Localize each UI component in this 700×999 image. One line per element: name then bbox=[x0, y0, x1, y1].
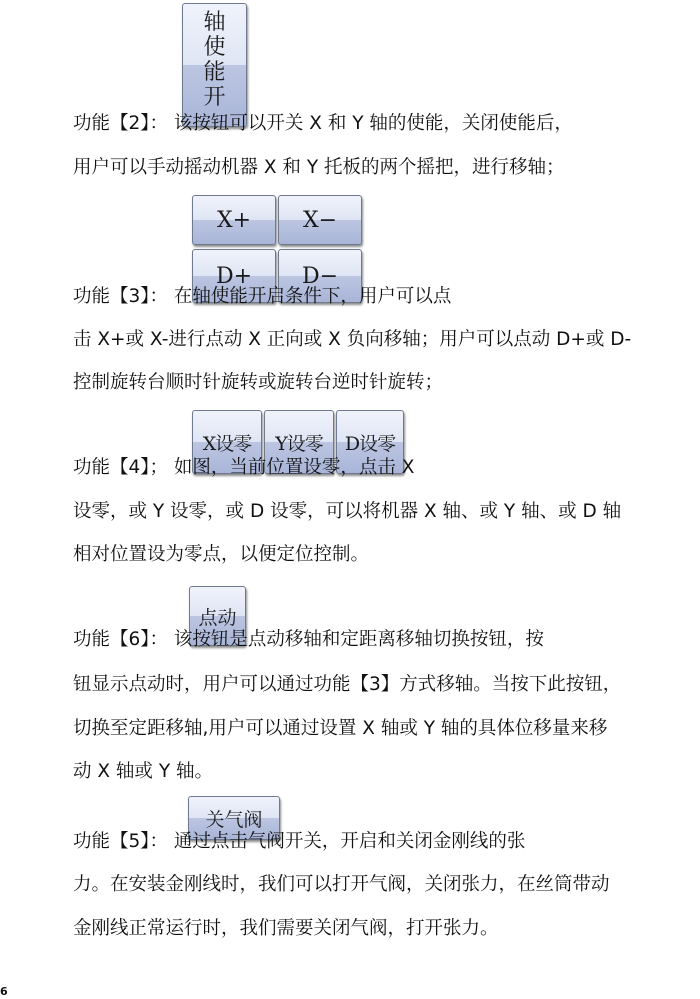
text-line: 金刚线正常运行时，我们需要关闭气阀，打开张力。 bbox=[73, 918, 499, 939]
d-zero-button: D设零 bbox=[336, 410, 404, 474]
text-line: 功能【6】： 该按钮是点动移轴和定距离移轴切换按钮，按 bbox=[73, 629, 544, 650]
axis-enable-char: 能 bbox=[203, 60, 226, 85]
axis-enable-button bbox=[182, 3, 247, 127]
text-line: 力。在安装金刚线时，我们可以打开气阀，关闭张力，在丝筒带动 bbox=[73, 874, 610, 895]
text-line: 设零，或 Y 设零，或 D 设零，可以将机器 X 轴、或 Y 轴、或 D 轴 bbox=[73, 501, 622, 522]
axis-enable-char: 开 bbox=[203, 85, 226, 110]
text-line: 功能【4】； 如图，当前位置设零，点击 X bbox=[73, 457, 415, 478]
axis-enable-char: 轴 bbox=[203, 10, 226, 35]
text-line: 相对位置设为零点，以便定位控制。 bbox=[73, 544, 370, 565]
y-zero-button: Y设零 bbox=[264, 410, 334, 474]
x-plus-button: X+ bbox=[192, 195, 276, 245]
text-line: 切换至定距移轴,用户可以通过设置 X 轴或 Y 轴的具体位移量来移 bbox=[73, 718, 608, 739]
text-line: 功能【5】： 通过点击气阀开关，开启和关闭金刚线的张 bbox=[73, 831, 526, 852]
axis-enable-char: 使 bbox=[203, 35, 226, 60]
text-line: 钮显示点动时，用户可以通过功能【3】方式移轴。当按下此按钮， bbox=[73, 674, 622, 695]
d-minus-button: D− bbox=[278, 249, 362, 303]
text-line: 功能【2】： 该按钮可以开关 X 和 Y 轴的使能，关闭使能后， bbox=[73, 113, 573, 134]
d-plus-button: D+ bbox=[192, 249, 276, 303]
text-line: 击 X+或 X-进行点动 X 正向或 X 负向移轴；用户可以点动 D+或 D- bbox=[73, 329, 632, 350]
text-line: 动 X 轴或 Y 轴。 bbox=[73, 761, 213, 782]
text-line: 控制旋转台顺时针旋转或旋转台逆时针旋转； bbox=[73, 372, 444, 393]
air-valve-button: 关气阀 bbox=[188, 796, 280, 840]
x-zero-button: X设零 bbox=[192, 410, 262, 474]
page-number: 6 bbox=[0, 985, 8, 998]
text-line: 用户可以手动摇动机器 X 和 Y 托板的两个摇把，进行移轴； bbox=[73, 157, 565, 178]
x-minus-button: X− bbox=[278, 195, 362, 245]
text-line: 功能【3】： 在轴使能开启条件下，用户可以点 bbox=[73, 286, 452, 307]
jog-mode-button: 点动 bbox=[189, 586, 246, 646]
